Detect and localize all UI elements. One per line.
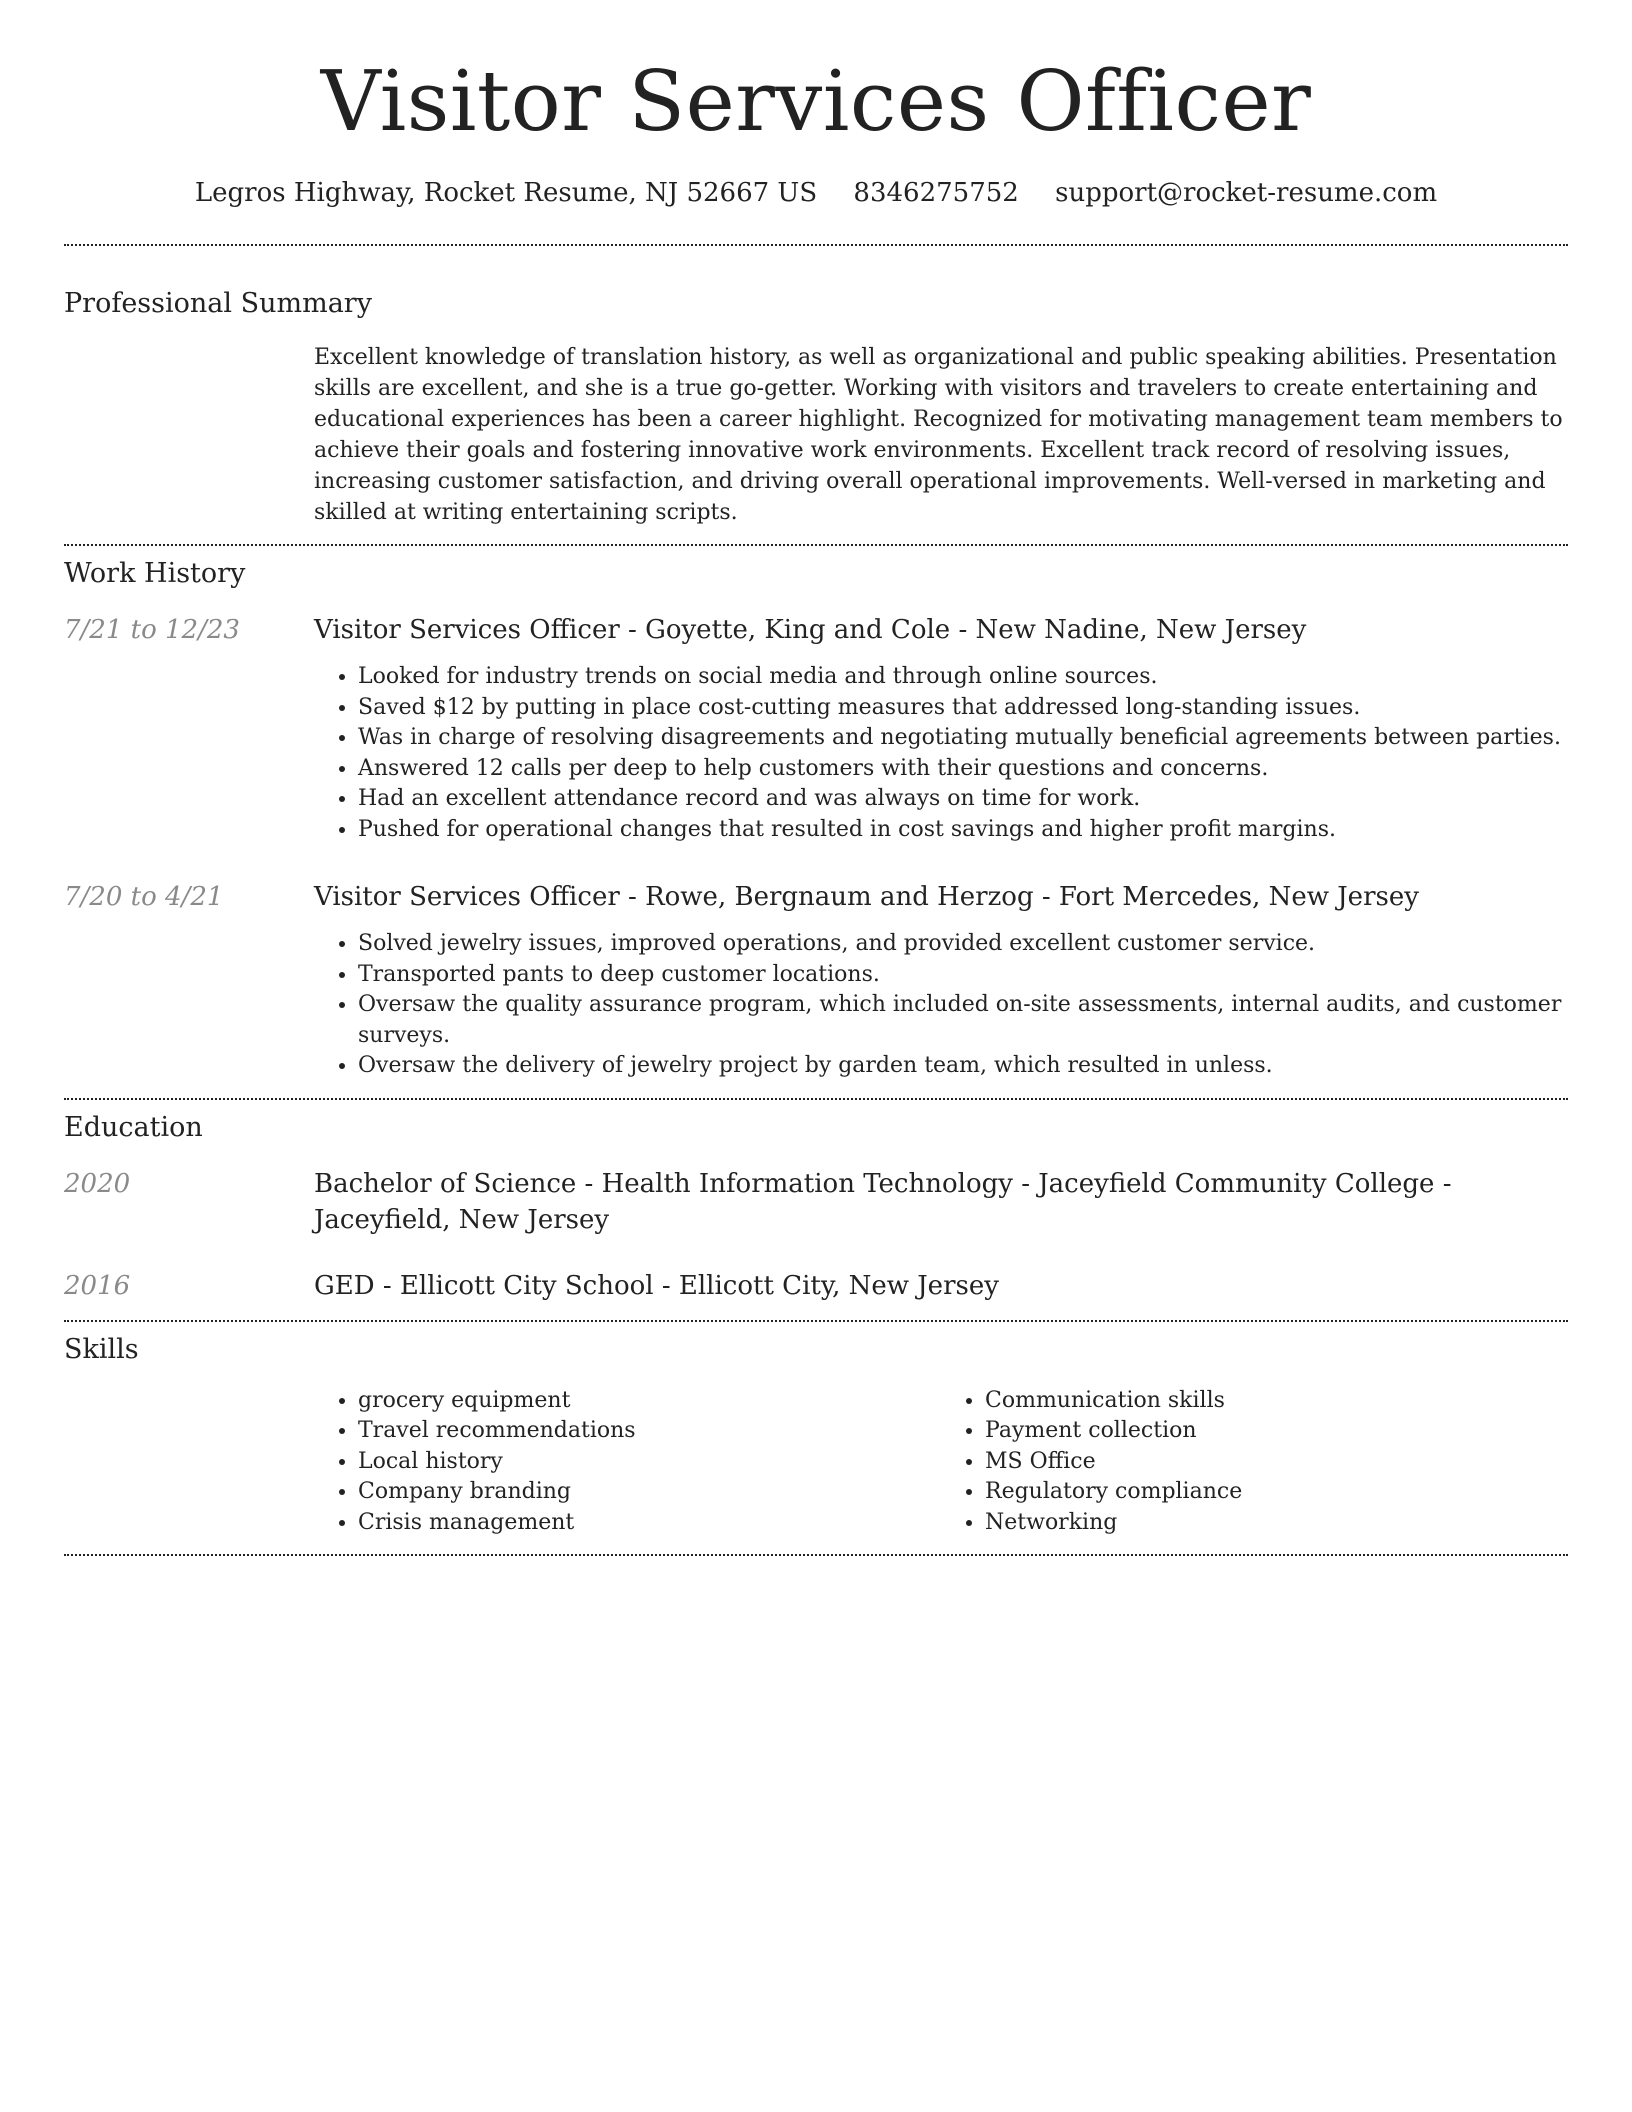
job-title: Visitor Services Officer - Goyette, King and Cole - New Nadine, New Jersey — [314, 615, 1307, 645]
job-entry — [64, 612, 1568, 845]
job-dates: 7/21 to 12/23 — [64, 615, 240, 645]
contact-line — [64, 174, 1568, 212]
skills-list-right — [941, 1386, 1568, 1539]
education-heading: Education — [64, 1111, 203, 1143]
education-year: 2016 — [64, 1270, 131, 1301]
skills-section — [64, 1332, 1568, 1539]
education-detail: GED - Ellicott City School - Ellicott City, New Jersey — [314, 1270, 999, 1301]
job-bullets — [314, 662, 1568, 845]
skills-heading: Skills — [64, 1333, 139, 1365]
list-item: • Oversaw the delivery of jewelry project by garden team, which resulted in unless. — [358, 1051, 1568, 1082]
summary-text: Excellent knowledge of translation history, as well as organizational and public speaking abilities. Presentation skills are excellent, and she is a true go-getter. Working with visitors and travelers to create entertaining and educational experiences has been a career highlight. Recognized for motivating management team members to achieve their goals and fostering innovative work environments. Excellent track record of resolving issues, increasing customer satisfaction, and driving overall operational improvements. Well-versed in marketing and skilled at writing entertaining scripts. — [314, 345, 1563, 525]
contact-phone: 8346275752 — [853, 178, 1019, 208]
job-entry — [64, 879, 1568, 1082]
skill-item: • Travel recommendations — [358, 1416, 941, 1447]
education-entry — [64, 1166, 1568, 1238]
section-divider — [64, 1098, 1568, 1100]
skill-item: • Networking — [985, 1508, 1568, 1539]
skill-item: • Crisis management — [358, 1508, 941, 1539]
education-detail: Bachelor of Science - Health Information Technology - Jaceyfield Community College - Jaceyfield, New Jersey — [314, 1168, 1452, 1235]
section-divider — [64, 1320, 1568, 1322]
list-item: • Saved $12 by putting in place cost-cutting measures that addressed long-standing issues. — [358, 693, 1568, 724]
list-item: • Transported pants to deep customer locations. — [358, 960, 1568, 991]
skill-item: • Local history — [358, 1447, 941, 1478]
education-year: 2020 — [64, 1168, 131, 1199]
section-divider — [64, 1554, 1568, 1556]
list-item: • Was in charge of resolving disagreements and negotiating mutually beneficial agreements between parties. — [358, 723, 1568, 754]
skill-item: • Communication skills — [985, 1386, 1568, 1417]
contact-address: Legros Highway, Rocket Resume, NJ 52667 US — [194, 178, 818, 208]
summary-heading: Professional Summary — [64, 288, 372, 319]
list-item: • Looked for industry trends on social media and through online sources. — [358, 662, 1568, 693]
skills-list-left — [314, 1386, 941, 1539]
section-divider — [64, 544, 1568, 546]
contact-email: support@rocket-resume.com — [1055, 178, 1438, 208]
education-section — [64, 1110, 1568, 1304]
list-item: • Pushed for operational changes that resulted in cost savings and higher profit margins. — [358, 815, 1568, 846]
list-item: • Oversaw the quality assurance program, which included on-site assessments, internal audits, and customer surveys. — [358, 990, 1568, 1051]
work-history-heading: Work History — [64, 558, 246, 589]
list-item: • Answered 12 calls per deep to help customers with their questions and concerns. — [358, 754, 1568, 785]
skill-item: • Company branding — [358, 1477, 941, 1508]
work-history-section — [64, 556, 1568, 1082]
skill-item: • MS Office — [985, 1447, 1568, 1478]
resume-page — [64, 0, 1568, 1556]
summary-section — [64, 286, 1568, 528]
list-item: • Had an excellent attendance record and was always on time for work. — [358, 784, 1568, 815]
section-divider — [64, 244, 1568, 246]
skill-item: • grocery equipment — [358, 1386, 941, 1417]
candidate-name: Visitor Services Officer — [320, 53, 1312, 150]
job-title: Visitor Services Officer - Rowe, Bergnaum and Herzog - Fort Mercedes, New Jersey — [314, 882, 1419, 912]
job-bullets — [314, 929, 1568, 1082]
skill-item: • Regulatory compliance — [985, 1477, 1568, 1508]
list-item: • Solved jewelry issues, improved operations, and provided excellent customer service. — [358, 929, 1568, 960]
education-entry — [64, 1268, 1568, 1304]
job-dates: 7/20 to 4/21 — [64, 882, 224, 912]
skill-item: • Payment collection — [985, 1416, 1568, 1447]
